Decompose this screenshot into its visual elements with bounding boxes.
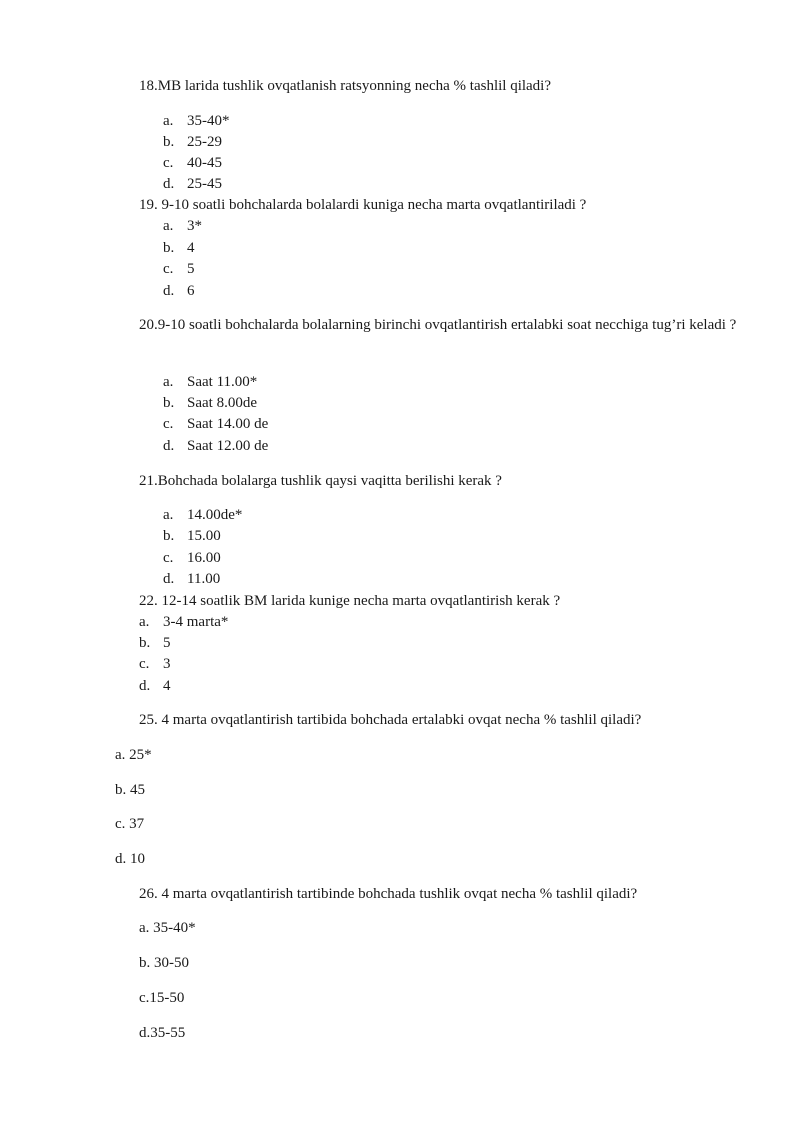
option-letter: a.	[163, 113, 174, 129]
option-20-d	[163, 437, 268, 455]
option-21-c	[163, 549, 221, 567]
option-text: 4	[187, 240, 195, 256]
option-letter: c.	[163, 416, 174, 432]
option-text: 40-45	[187, 155, 222, 171]
question-19: 19. 9-10 soatli bohchalarda bolalardi kuniga necha marta ovqatlantiriladi ?	[139, 197, 587, 213]
option-text: 25-29	[187, 134, 222, 150]
option-text: 14.00de*	[187, 507, 243, 523]
option-text: 16.00	[187, 550, 221, 566]
option-letter: b.	[163, 395, 175, 411]
option-25-c: c. 37	[115, 816, 145, 832]
option-letter: d.	[163, 176, 175, 192]
option-19-c	[163, 260, 195, 278]
option-25-a: a. 25*	[115, 747, 152, 763]
option-20-a	[163, 373, 257, 391]
option-letter: c.	[139, 656, 150, 672]
option-text: 15.00	[187, 528, 221, 544]
question-18: 18.MB larida tushlik ovqatlanish ratsyonning necha % tashlil qiladi?	[139, 78, 552, 94]
option-25-b: b. 45	[115, 782, 145, 798]
option-letter: d.	[139, 678, 151, 694]
option-letter: d.	[163, 283, 175, 299]
question-22: 22. 12-14 soatlik BM larida kunige necha marta ovqatlantirish kerak ?	[139, 593, 561, 609]
option-text: 3	[163, 656, 171, 672]
option-18-c	[163, 154, 222, 172]
option-letter: b.	[163, 134, 175, 150]
option-19-a	[163, 217, 202, 235]
option-letter: a.	[163, 218, 174, 234]
option-text: 35-40*	[187, 113, 230, 129]
option-letter: d.	[163, 438, 175, 454]
option-26-d: d.35-55	[139, 1025, 186, 1041]
option-letter: c.	[163, 550, 174, 566]
option-22-d	[139, 677, 171, 695]
option-text: 5	[163, 635, 171, 651]
option-21-b	[163, 527, 221, 545]
option-text: 3-4 marta*	[163, 614, 229, 630]
question-25: 25. 4 marta ovqatlantirish tartibida bohchada ertalabki ovqat necha % tashlil qiladi?	[139, 712, 642, 728]
option-20-c	[163, 415, 268, 433]
question-21: 21.Bohchada bolalarga tushlik qaysi vaqitta berilishi kerak ?	[139, 473, 502, 489]
option-18-d	[163, 175, 222, 193]
option-22-a	[139, 613, 228, 631]
option-25-d: d. 10	[115, 851, 145, 867]
option-text: 25-45	[187, 176, 222, 192]
option-26-c: c.15-50	[139, 990, 185, 1006]
question-20: 20.9-10 soatli bohchalarda bolalarning birinchi ovqatlantirish ertalabki soat necchiga tug’ri keladi ?	[139, 317, 737, 333]
option-text: 4	[163, 678, 171, 694]
option-letter: b.	[139, 635, 151, 651]
option-21-a	[163, 506, 242, 524]
option-letter: c.	[163, 261, 174, 277]
option-letter: c.	[163, 155, 174, 171]
option-text: Saat 12.00 de	[187, 438, 269, 454]
option-22-c	[139, 655, 171, 673]
option-text: Saat 8.00de	[187, 395, 257, 411]
option-18-b	[163, 133, 222, 151]
option-21-d	[163, 570, 220, 588]
option-text: 11.00	[187, 571, 221, 587]
option-19-d	[163, 282, 195, 300]
option-text: 6	[187, 283, 195, 299]
option-letter: a.	[163, 507, 174, 523]
option-letter: a.	[163, 374, 174, 390]
question-26: 26. 4 marta ovqatlantirish tartibinde bohchada tushlik ovqat necha % tashlil qiladi?	[139, 886, 638, 902]
option-26-a: a. 35-40*	[139, 920, 196, 936]
option-19-b	[163, 239, 195, 257]
option-20-b	[163, 394, 257, 412]
option-22-b	[139, 634, 171, 652]
option-letter: b.	[163, 528, 175, 544]
option-18-a	[163, 112, 230, 130]
option-letter: d.	[163, 571, 175, 587]
option-letter: a.	[139, 614, 150, 630]
option-letter: b.	[163, 240, 175, 256]
option-text: 3*	[187, 218, 202, 234]
option-text: 5	[187, 261, 195, 277]
option-text: Saat 11.00*	[187, 374, 258, 390]
option-26-b: b. 30-50	[139, 955, 189, 971]
option-text: Saat 14.00 de	[187, 416, 269, 432]
